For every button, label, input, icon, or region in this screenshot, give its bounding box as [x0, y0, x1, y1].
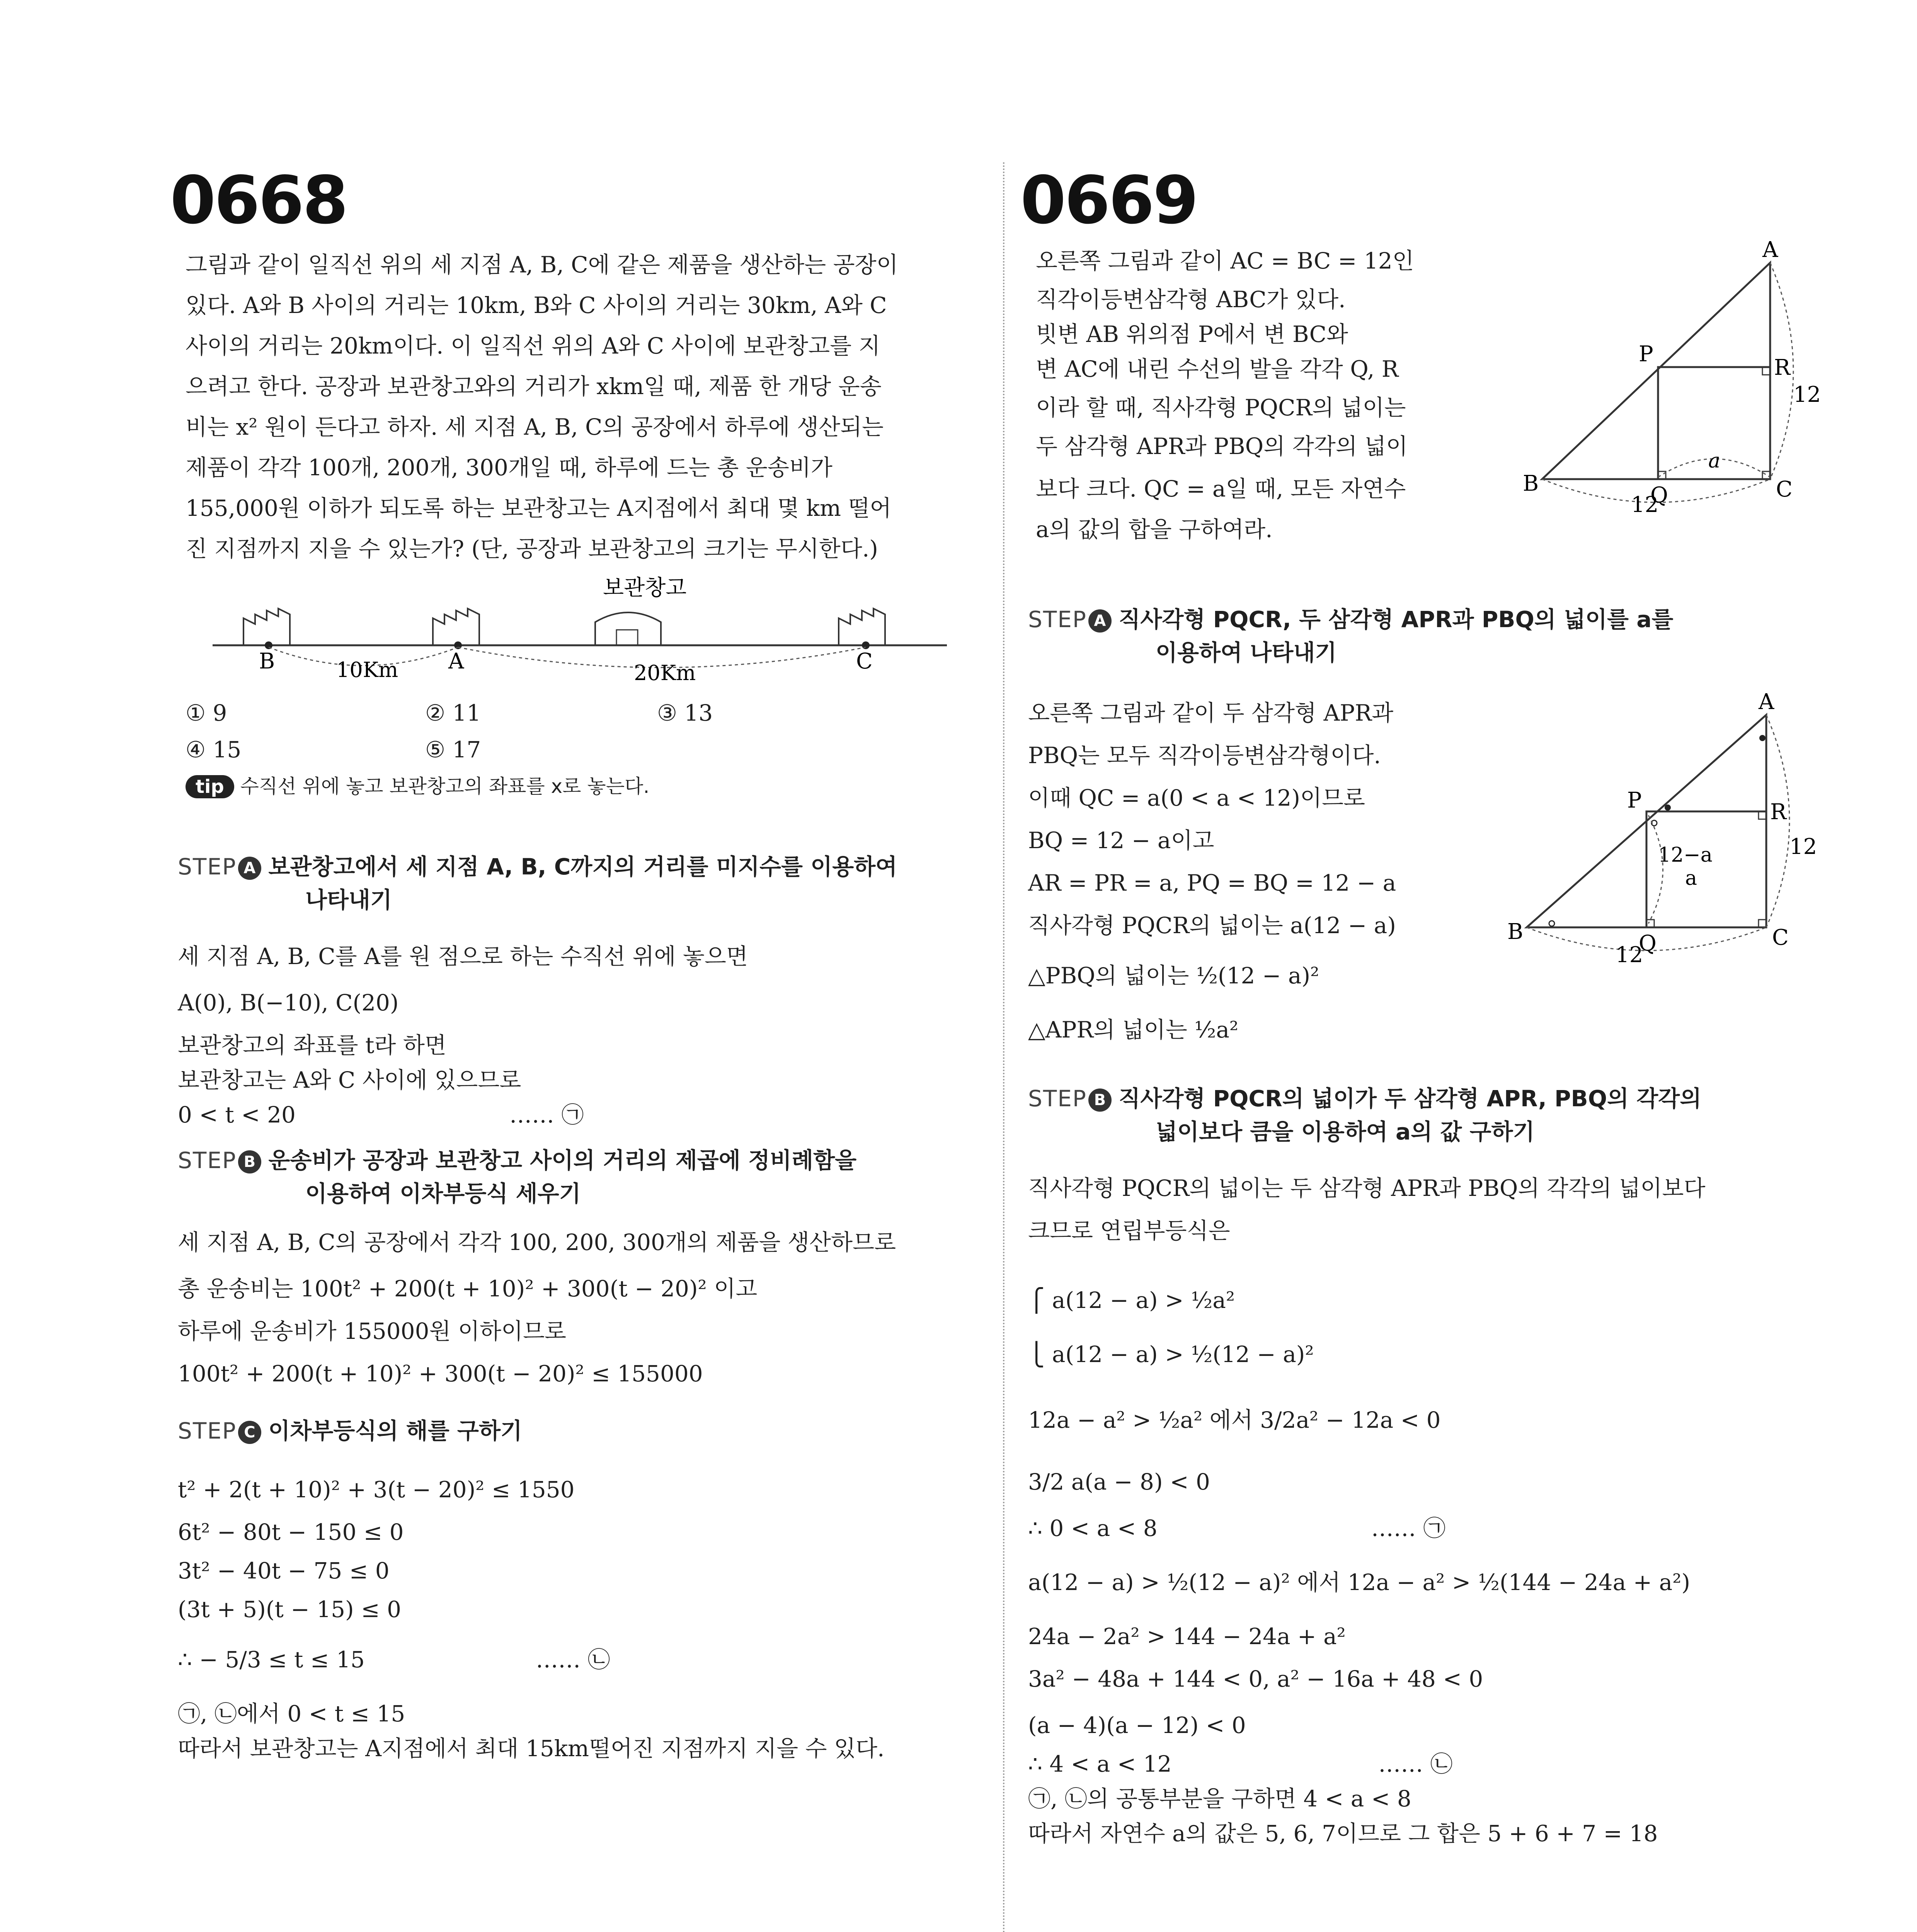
solution-line: △PBQ의 넓이는 ½(12 − a)² — [1028, 963, 1319, 989]
label-base: 12 — [1616, 942, 1643, 968]
step-b-header — [1028, 1082, 1701, 1148]
column-divider — [1003, 162, 1004, 1932]
step-title-cont: 나타내기 — [305, 887, 392, 913]
solution-line: 보관창고의 좌표를 t라 하면 — [178, 1032, 446, 1058]
statement-line: 으려고 한다. 공장과 보관창고와의 거리가 xkm일 때, 제품 한 개당 운송 — [186, 373, 882, 400]
solution-line: (a − 4)(a − 12) < 0 — [1028, 1712, 1246, 1738]
label-a: A — [1759, 692, 1774, 714]
solution-line: 직사각형 PQCR의 넓이는 a(12 − a) — [1028, 912, 1396, 939]
statement-line: 이라 할 때, 직사각형 PQCR의 넓이는 — [1036, 395, 1406, 421]
label-seg: a — [1708, 449, 1721, 473]
solution-line: 크므로 연립부등식은 — [1028, 1218, 1230, 1244]
solution-line: BQ = 12 − a이고 — [1028, 827, 1214, 854]
statement-line: 제품이 각각 100개, 200개, 300개일 때, 하루에 드는 총 운송비가 — [186, 454, 833, 481]
statement-line: 사이의 거리는 20km이다. 이 일직선 위의 A와 C 사이에 보관창고를 지 — [186, 333, 880, 359]
choice-4[interactable]: ④ 15 — [186, 736, 242, 763]
triangle-figure-2 — [1453, 692, 1824, 970]
solution-line: 3/2 a(a − 8) < 0 — [1028, 1469, 1210, 1495]
tip-text: 수직선 위에 놓고 보관창고의 좌표를 x로 놓는다. — [240, 775, 650, 798]
choice-1[interactable]: ① 9 — [186, 700, 227, 726]
step-label: STEP — [178, 1147, 237, 1173]
step-label: STEP — [178, 854, 237, 880]
number-line-figure — [213, 572, 966, 688]
step-badge: B — [238, 1150, 261, 1173]
statement-line: 비는 x² 원이 든다고 하자. 세 지점 A, B, C의 공장에서 하루에 생산되는 — [186, 414, 884, 440]
label-q: Q — [1639, 931, 1657, 956]
point-b-label: B — [259, 649, 275, 674]
solution-line: ⎩ a(12 − a) > ½(12 − a)² — [1028, 1341, 1314, 1367]
statement-line: 155,000원 이하가 되도록 하는 보관창고는 A지점에서 최대 몇 km 떨어 — [186, 495, 892, 521]
step-title: 이차부등식의 해를 구하기 — [268, 1418, 523, 1444]
problem-number: 0669 — [1020, 162, 1197, 239]
solution-line: 하루에 운송비가 155000원 이하이므로 — [178, 1318, 567, 1344]
solution-line: ㉠, ㉡에서 0 < t ≤ 15 — [178, 1701, 405, 1727]
solution-line: 12a − a² > ½a² 에서 3/2a² − 12a < 0 — [1028, 1407, 1441, 1433]
solution-line: t² + 2(t + 10)² + 3(t − 20)² ≤ 1550 — [178, 1476, 575, 1503]
solution-line: ∴ 0 < a < 8 …… ㉠ — [1028, 1515, 1446, 1541]
factory-icon — [433, 609, 479, 645]
label-a: A — [1762, 240, 1778, 262]
statement-line: 오른쪽 그림과 같이 AC = BC = 12인 — [1036, 248, 1414, 274]
solution-line: ㉠, ㉡의 공통부분을 구하면 4 < a < 8 — [1028, 1786, 1411, 1812]
solution-line: 3t² − 40t − 75 ≤ 0 — [178, 1558, 390, 1584]
step-badge: A — [238, 857, 261, 880]
solution-line: 100t² + 200(t + 10)² + 300(t − 20)² ≤ 155000 — [178, 1361, 703, 1387]
conclusion-line: 따라서 자연수 a의 값은 5, 6, 7이므로 그 합은 5 + 6 + 7 = 18 — [1028, 1820, 1658, 1847]
label-r: R — [1770, 799, 1787, 825]
solution-line: 6t² − 80t − 150 ≤ 0 — [178, 1519, 404, 1545]
solution-line: ∴ 4 < a < 12 …… ㉡ — [1028, 1751, 1453, 1777]
choice-2[interactable]: ② 11 — [425, 700, 481, 726]
label-p: P — [1627, 788, 1642, 813]
step-title: 직사각형 PQCR, 두 삼각형 APR과 PBQ의 넓이를 a를 — [1119, 606, 1674, 633]
label-height: 12−a — [1658, 844, 1713, 867]
warehouse-icon — [595, 612, 661, 645]
step-title: 운송비가 공장과 보관창고 사이의 거리의 제곱에 정비례함을 — [268, 1147, 857, 1173]
problem-number: 0668 — [170, 162, 347, 239]
statement-line: 보다 크다. QC = a일 때, 모든 자연수 — [1036, 476, 1406, 502]
point-c-label: C — [856, 649, 873, 674]
statement-line: 빗변 AB 위의점 P에서 변 BC와 — [1036, 321, 1348, 347]
step-label: STEP — [1028, 606, 1087, 633]
solution-line: (3t + 5)(t − 15) ≤ 0 — [178, 1596, 402, 1622]
label-b: B — [1523, 471, 1539, 496]
step-label: STEP — [178, 1418, 237, 1444]
solution-line: A(0), B(−10), C(20) — [178, 990, 399, 1016]
solution-line: ∴ − 5/3 ≤ t ≤ 15 …… ㉡ — [178, 1646, 610, 1673]
point-c-dot — [862, 641, 870, 649]
solution-line: 24a − 2a² > 144 − 24a + a² — [1028, 1623, 1346, 1650]
choice-3[interactable]: ③ 13 — [657, 700, 713, 726]
step-badge: C — [238, 1421, 261, 1444]
step-title: 직사각형 PQCR의 넓이가 두 삼각형 APR, PBQ의 각각의 — [1119, 1085, 1702, 1112]
statement-line: 직각이등변삼각형 ABC가 있다. — [1036, 286, 1346, 313]
step-badge: A — [1088, 609, 1112, 633]
solution-line: 이때 QC = a(0 < a < 12)이므로 — [1028, 785, 1365, 811]
factory-icon — [839, 609, 885, 645]
solution-line: a(12 − a) > ½(12 − a)² 에서 12a − a² > ½(144 − 24a + a²) — [1028, 1569, 1691, 1595]
solution-line: 세 지점 A, B, C를 A를 원 점으로 하는 수직선 위에 놓으면 — [178, 943, 748, 969]
solution-line: PBQ는 모두 직각이등변삼각형이다. — [1028, 742, 1381, 769]
step-badge: B — [1088, 1088, 1112, 1112]
step-title-cont: 넓이보다 큼을 이용하여 a의 값 구하기 — [1156, 1119, 1535, 1145]
solution-line: 세 지점 A, B, C의 공장에서 각각 100, 200, 300개의 제품을 생산하므로 — [178, 1229, 896, 1255]
label-seg: a — [1685, 867, 1697, 890]
label-base: 12 — [1631, 492, 1659, 517]
statement-line: 그림과 같이 일직선 위의 세 지점 A, B, C에 같은 제품을 생산하는 공장이 — [186, 252, 898, 278]
label-c: C — [1772, 925, 1789, 950]
solution-line: 직사각형 PQCR의 넓이는 두 삼각형 APR과 PBQ의 각각의 넓이보다 — [1028, 1175, 1706, 1201]
statement-line: 변 AC에 내린 수선의 발을 각각 Q, R — [1036, 356, 1399, 382]
label-r: R — [1774, 355, 1791, 380]
triangle-figure-1 — [1484, 240, 1824, 518]
label-p: P — [1639, 342, 1653, 367]
point-a-label: A — [448, 649, 464, 674]
tip-badge: tip — [186, 775, 234, 798]
factory-icon — [243, 609, 290, 645]
dist-ba-label: 10Km — [336, 658, 398, 682]
step-title-cont: 이용하여 나타내기 — [1156, 639, 1337, 666]
step-a-header — [1028, 603, 1673, 669]
conclusion-line: 따라서 보관창고는 A지점에서 최대 15km떨어진 지점까지 지을 수 있다. — [178, 1735, 885, 1762]
label-side: 12 — [1793, 382, 1821, 407]
dist-ac-label: 20Km — [634, 661, 696, 685]
solution-line: 0 < t < 20 …… ㉠ — [178, 1102, 584, 1128]
step-label: STEP — [1028, 1085, 1087, 1112]
solution-line: 총 운송비는 100t² + 200(t + 10)² + 300(t − 20)² 이고 — [178, 1276, 758, 1302]
step-b-header — [178, 1144, 856, 1210]
label-c: C — [1776, 477, 1793, 502]
statement-line: 있다. A와 B 사이의 거리는 10km, B와 C 사이의 거리는 30km, A와 C — [186, 292, 887, 318]
statement-line: 진 지점까지 지을 수 있는가? (단, 공장과 보관창고의 크기는 무시한다.) — [186, 536, 878, 562]
solution-line: 오른쪽 그림과 같이 두 삼각형 APR과 — [1028, 700, 1394, 726]
tip — [186, 773, 649, 800]
solution-line: ⎧ a(12 − a) > ½a² — [1028, 1287, 1235, 1313]
step-a-header — [178, 850, 897, 917]
label-q: Q — [1650, 483, 1668, 508]
warehouse-label: 보관창고 — [603, 575, 687, 600]
choice-5[interactable]: ⑤ 17 — [425, 736, 481, 763]
step-c-header — [178, 1414, 522, 1447]
step-title-cont: 이용하여 이차부등식 세우기 — [305, 1180, 581, 1207]
statement-line: 두 삼각형 APR과 PBQ의 각각의 넓이 — [1036, 433, 1408, 459]
label-b: B — [1507, 919, 1524, 944]
solution-line: AR = PR = a, PQ = BQ = 12 − a — [1028, 870, 1396, 896]
label-side: 12 — [1789, 834, 1817, 859]
step-title: 보관창고에서 세 지점 A, B, C까지의 거리를 미지수를 이용하여 — [268, 854, 897, 880]
solution-line: 3a² − 48a + 144 < 0, a² − 16a + 48 < 0 — [1028, 1666, 1483, 1692]
statement-line: a의 값의 합을 구하여라. — [1036, 516, 1273, 543]
solution-line: 보관창고는 A와 C 사이에 있으므로 — [178, 1067, 521, 1093]
solution-line: △APR의 넓이는 ½a² — [1028, 1017, 1239, 1043]
